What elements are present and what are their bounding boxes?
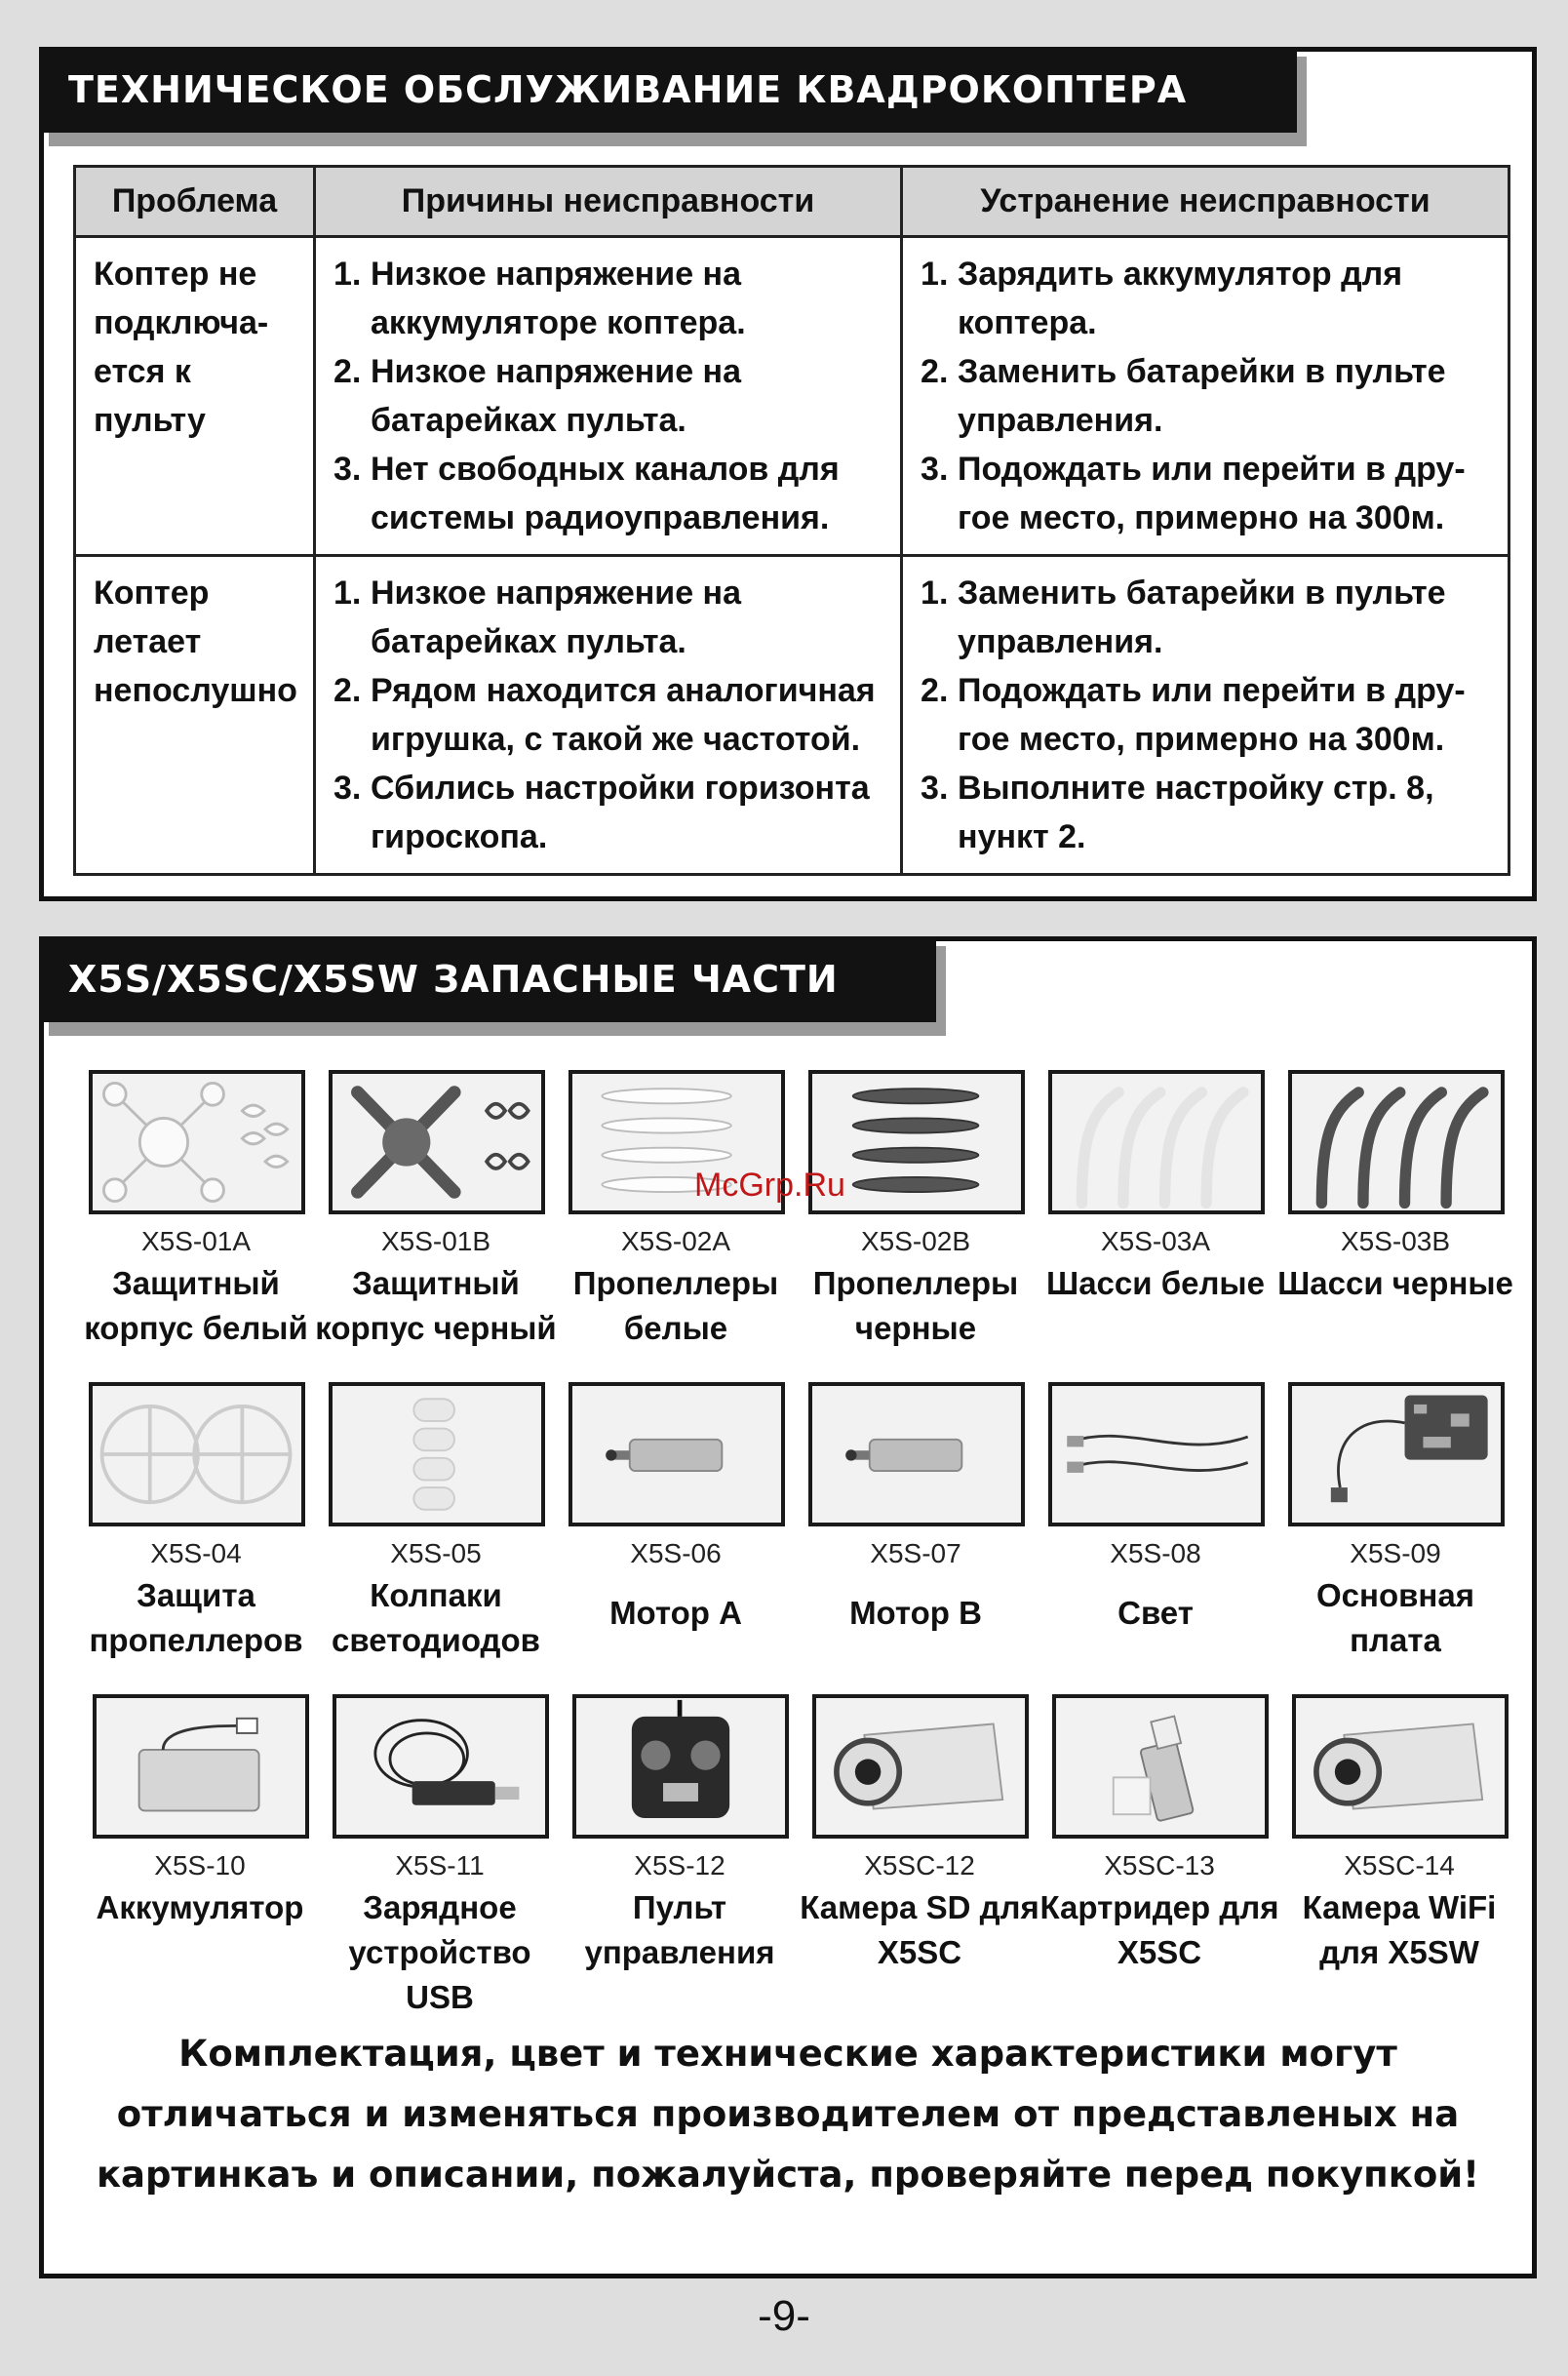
list-item <box>333 250 890 347</box>
part-code: X5S-01A <box>140 1226 252 1256</box>
part-code: X5S-10 <box>154 1850 246 1881</box>
part-code: X5S-02A <box>620 1226 731 1256</box>
part-name: Защита пропеллеров <box>89 1577 303 1658</box>
motor-a-icon <box>568 1382 785 1526</box>
fix-text: Выполните настройку стр. 8, нункт 2. <box>958 770 1434 855</box>
page-number: -9- <box>758 2292 810 2340</box>
item-number: 2. <box>921 353 949 390</box>
part-name: Защитный корпус черный <box>315 1265 557 1346</box>
causes-cell <box>315 237 902 556</box>
part-code: X5S-05 <box>390 1538 482 1568</box>
white-body-icon <box>89 1070 305 1214</box>
problem-cell <box>75 556 315 875</box>
part-code: X5SC-12 <box>864 1850 975 1881</box>
black-landing-gear-icon <box>1288 1070 1505 1214</box>
table-header-row <box>75 167 1509 237</box>
item-number: 1. <box>333 574 362 612</box>
item-number: 3. <box>333 451 362 488</box>
part-code: X5S-03B <box>1340 1226 1451 1256</box>
disclaimer-note: Комплектация, цвет и технические характеристики могут отличаться и изменяться производителем от представленых на картинкаъ и описании, пожалуйста, проверяйте перед покупкой! <box>96 2033 1480 2196</box>
light-wires-icon <box>1048 1382 1265 1526</box>
part-code: X5S-04 <box>150 1538 242 1568</box>
part-code: X5SC-13 <box>1104 1850 1215 1881</box>
part-code: X5S-03A <box>1100 1226 1211 1256</box>
part-code: X5S-02B <box>860 1226 971 1256</box>
cause-text: Нет свободных каналов для системы радиоуправления. <box>371 451 840 536</box>
cause-text: Низкое напряжение на батарейках пульта. <box>371 353 741 439</box>
item-number: 3. <box>921 451 949 488</box>
list-item <box>921 569 1498 666</box>
part-name: Пропеллеры черные <box>812 1265 1019 1346</box>
item-number: 2. <box>333 672 362 709</box>
part-name: Колпаки светодиодов <box>332 1577 540 1658</box>
white-landing-gear-icon <box>1048 1070 1265 1214</box>
list-item <box>921 764 1498 861</box>
fixes-cell <box>902 556 1509 875</box>
cause-text: Низкое напряжение на аккумуляторе коптера. <box>371 256 746 341</box>
part-name: Защитный корпус белый <box>84 1265 308 1346</box>
fix-text: Зарядить аккумулятор для коптера. <box>958 256 1403 341</box>
problem-text: Коптер летает непослушно <box>94 574 297 709</box>
list-item <box>921 347 1498 445</box>
part-name: Шасси черные <box>1277 1265 1513 1301</box>
spare-parts-title: X5S/X5SC/X5SW ЗАПАСНЫЕ ЧАСТИ <box>39 936 936 1022</box>
part-name: Мотор А <box>609 1595 742 1631</box>
part-code: X5S-11 <box>395 1850 485 1881</box>
part-name: Основная плата <box>1316 1577 1474 1658</box>
causes-cell <box>315 556 902 875</box>
maintenance-title: ТЕХНИЧЕСКОЕ ОБСЛУЖИВАНИЕ КВАДРОКОПТЕРА <box>39 47 1297 133</box>
item-number: 3. <box>921 770 949 807</box>
part-name: Камера SD для X5SC <box>800 1889 1039 1970</box>
list-item <box>921 250 1498 347</box>
item-number: 2. <box>333 353 362 390</box>
list-item <box>921 666 1498 764</box>
part-code: X5S-06 <box>630 1538 722 1568</box>
part-code: X5SC-14 <box>1344 1850 1455 1881</box>
list-item <box>333 764 890 861</box>
led-caps-icon <box>329 1382 545 1526</box>
part-name: Свет <box>1117 1595 1194 1631</box>
fix-text: Заменить батарейки в пульте управления. <box>958 574 1446 660</box>
header-causes: Причины неисправности <box>315 167 902 237</box>
main-board-icon <box>1288 1382 1505 1526</box>
usb-charger-icon <box>333 1694 549 1839</box>
troubleshooting-table <box>73 165 1510 876</box>
cause-text: Низкое напряжение на батарейках пульта. <box>371 574 741 660</box>
remote-control-icon <box>572 1694 789 1839</box>
part-name: Аккумулятор <box>96 1889 304 1925</box>
part-name: Шасси белые <box>1046 1265 1265 1301</box>
part-name: Пропеллеры белые <box>572 1265 779 1346</box>
fix-text: Подождать или перейти в дру-гое место, примерно на 300м. <box>958 451 1466 536</box>
table-row <box>75 237 1509 556</box>
item-number: 1. <box>921 574 949 612</box>
item-number: 3. <box>333 770 362 807</box>
motor-b-icon <box>808 1382 1025 1526</box>
list-item <box>333 445 890 542</box>
card-reader-icon <box>1052 1694 1269 1839</box>
list-item <box>333 347 890 445</box>
part-code: X5S-07 <box>870 1538 961 1568</box>
cause-text: Рядом находится аналогичная игрушка, с такой же частотой. <box>371 672 876 758</box>
item-number: 1. <box>333 256 362 293</box>
cause-text: Сбились настройки горизонта гироскопа. <box>371 770 870 855</box>
list-item <box>921 445 1498 542</box>
problem-text: Коптер не подключа-ется к пульту <box>94 256 269 439</box>
black-body-icon <box>329 1070 545 1214</box>
fixes-cell <box>902 237 1509 556</box>
part-name: Пульт управления <box>584 1889 775 1970</box>
part-code: X5S-01B <box>380 1226 491 1256</box>
header-fixes: Устранение неисправности <box>902 167 1509 237</box>
part-name: Картридер для X5SC <box>1039 1889 1279 1970</box>
header-problem: Проблема <box>75 167 315 237</box>
part-name: Камера WiFi для X5SW <box>1302 1889 1497 1970</box>
part-name: Мотор В <box>849 1595 982 1631</box>
maintenance-section <box>39 47 1537 901</box>
sd-camera-icon <box>812 1694 1029 1839</box>
propeller-guard-icon <box>89 1382 305 1526</box>
spare-parts-section <box>39 936 1537 2278</box>
problem-cell <box>75 237 315 556</box>
fix-text: Заменить батарейки в пульте управления. <box>958 353 1446 439</box>
part-name: Зарядное устройство USB <box>348 1889 531 2015</box>
watermark-text: McGrp.Ru <box>694 1167 845 1204</box>
part-code: X5S-09 <box>1350 1538 1441 1568</box>
wifi-camera-icon <box>1292 1694 1509 1839</box>
list-item <box>333 569 890 666</box>
part-code: X5S-08 <box>1110 1538 1201 1568</box>
table-row <box>75 556 1509 875</box>
list-item <box>333 666 890 764</box>
battery-icon <box>93 1694 309 1839</box>
item-number: 2. <box>921 672 949 709</box>
fix-text: Подождать или перейти в дру-гое место, примерно на 300м. <box>958 672 1466 758</box>
part-code: X5S-12 <box>634 1850 725 1881</box>
item-number: 1. <box>921 256 949 293</box>
